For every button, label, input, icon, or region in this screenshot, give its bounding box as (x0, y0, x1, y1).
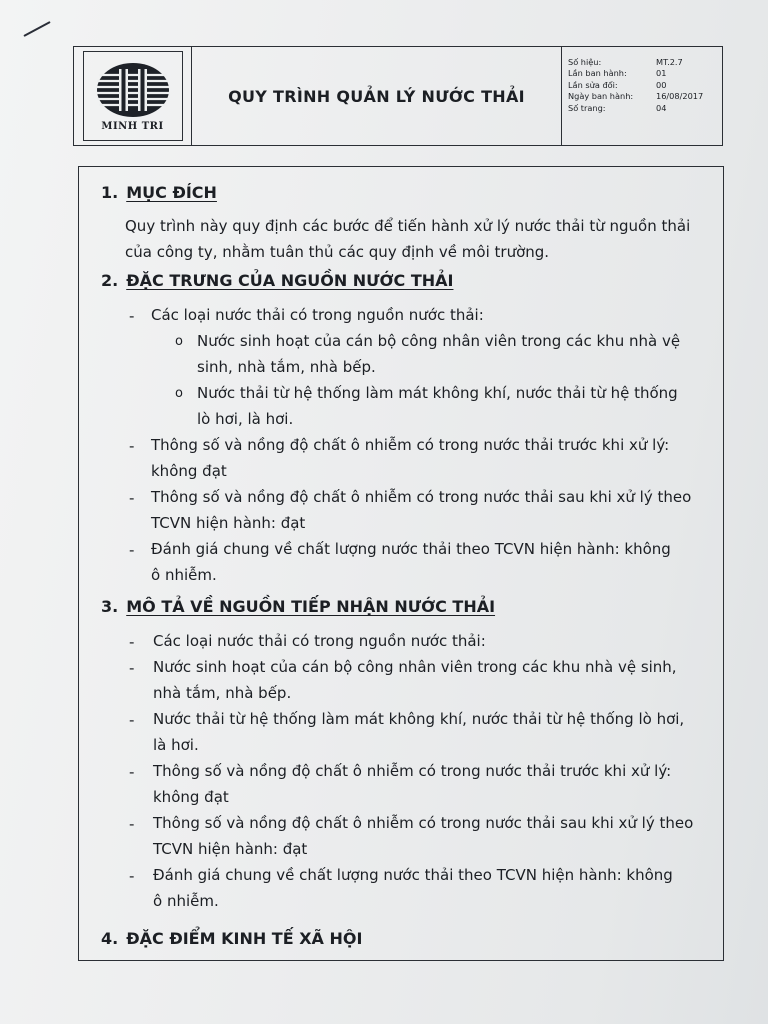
list-item: không đạt (151, 462, 227, 480)
meta-label: Số hiệu: (568, 57, 602, 67)
meta-row (568, 91, 722, 102)
logo-cell (74, 47, 192, 145)
dash-bullet: - (129, 867, 135, 885)
meta-row (568, 57, 722, 68)
list-item: ô nhiễm. (151, 566, 217, 584)
company-logo (83, 51, 183, 141)
dash-bullet: - (129, 307, 135, 325)
list-item: nhà tắm, nhà bếp. (153, 684, 292, 702)
document-title: QUY TRÌNH QUẢN LÝ NƯỚC THẢI (228, 86, 525, 106)
list-item: Thông số và nồng độ chất ô nhiễm có trong nước thải trước khi xử lý: (153, 762, 672, 780)
section-title: MỤC ĐÍCH (126, 183, 217, 202)
list-item: Đánh giá chung về chất lượng nước thải theo TCVN hiện hành: không (151, 540, 671, 558)
dash-bullet: - (129, 815, 135, 833)
sub-list-item: lò hơi, là hơi. (197, 410, 294, 428)
section-number: 1. (101, 183, 119, 202)
meta-value: MT.2.7 (656, 57, 683, 67)
list-item: là hơi. (153, 736, 199, 754)
sub-list-item: Nước thải từ hệ thống làm mát không khí, nước thải từ hệ thống (197, 384, 678, 402)
section-number: 2. (101, 271, 119, 290)
document-header (73, 46, 723, 146)
list-item: Đánh giá chung về chất lượng nước thải theo TCVN hiện hành: không (153, 866, 673, 884)
list-item: Các loại nước thải có trong nguồn nước thải: (153, 632, 486, 650)
dash-bullet: - (129, 711, 135, 729)
logo-emblem-icon (95, 61, 171, 119)
list-item: TCVN hiện hành: đạt (153, 840, 308, 858)
meta-label: Ngày ban hành: (568, 91, 634, 102)
section-title: ĐẶC TRƯNG CỦA NGUỒN NƯỚC THẢI (126, 271, 454, 290)
meta-value: 04 (656, 102, 667, 113)
circle-bullet: o (175, 334, 183, 349)
paragraph-line: Quy trình này quy định các bước để tiến hành xử lý nước thải từ nguồn thải (125, 217, 691, 235)
meta-value: 00 (656, 79, 667, 90)
list-item: Thông số và nồng độ chất ô nhiễm có trong nước thải sau khi xử lý theo (153, 814, 694, 832)
list-item: TCVN hiện hành: đạt (151, 514, 306, 532)
list-item: Thông số và nồng độ chất ô nhiễm có trong nước thải sau khi xử lý theo (151, 488, 692, 506)
section-heading-3 (101, 597, 495, 616)
meta-label: Lần ban hành: (568, 68, 627, 79)
meta-value: 16/08/2017 (656, 91, 704, 102)
paragraph-line: của công ty, nhằm tuân thủ các quy định về môi trường. (125, 243, 550, 261)
list-item: Các loại nước thải có trong nguồn nước thải: (151, 306, 484, 324)
circle-bullet: o (175, 386, 183, 401)
section-title: ĐẶC ĐIỂM KINH TẾ XÃ HỘI (126, 929, 363, 948)
section-number: 4. (101, 929, 119, 948)
document-meta (562, 47, 722, 145)
section-heading-4 (101, 929, 362, 948)
meta-row (568, 68, 722, 79)
section-number: 3. (101, 597, 119, 616)
section-heading-2 (101, 271, 453, 290)
sub-list-item: Nước sinh hoạt của cán bộ công nhân viên trong các khu nhà vệ (197, 332, 681, 350)
title-cell (192, 47, 562, 145)
section-title: MÔ TẢ VỀ NGUỒN TIẾP NHẬN NƯỚC THẢI (126, 597, 496, 616)
dash-bullet: - (129, 659, 135, 677)
dash-bullet: - (129, 437, 135, 455)
list-item: không đạt (153, 788, 229, 806)
meta-row (568, 80, 722, 91)
document-body (78, 166, 724, 961)
list-item: Nước sinh hoạt của cán bộ công nhân viên trong các khu nhà vệ sinh, (153, 658, 677, 676)
meta-label: Lần sửa đổi: (568, 79, 618, 90)
dash-bullet: - (129, 541, 135, 559)
list-item: Nước thải từ hệ thống làm mát không khí, nước thải từ hệ thống lò hơi, (153, 710, 685, 728)
pen-mark (23, 21, 50, 37)
meta-row (568, 103, 722, 114)
section-heading-1 (101, 183, 217, 202)
dash-bullet: - (129, 489, 135, 507)
logo-text: MINH TRI (101, 120, 164, 132)
dash-bullet: - (129, 633, 135, 651)
meta-label: Số trang: (568, 102, 606, 113)
list-item: Thông số và nồng độ chất ô nhiễm có trong nước thải trước khi xử lý: (151, 436, 670, 454)
list-item: ô nhiễm. (153, 892, 219, 910)
sub-list-item: sinh, nhà tắm, nhà bếp. (197, 358, 376, 376)
dash-bullet: - (129, 763, 135, 781)
meta-value: 01 (656, 68, 667, 79)
